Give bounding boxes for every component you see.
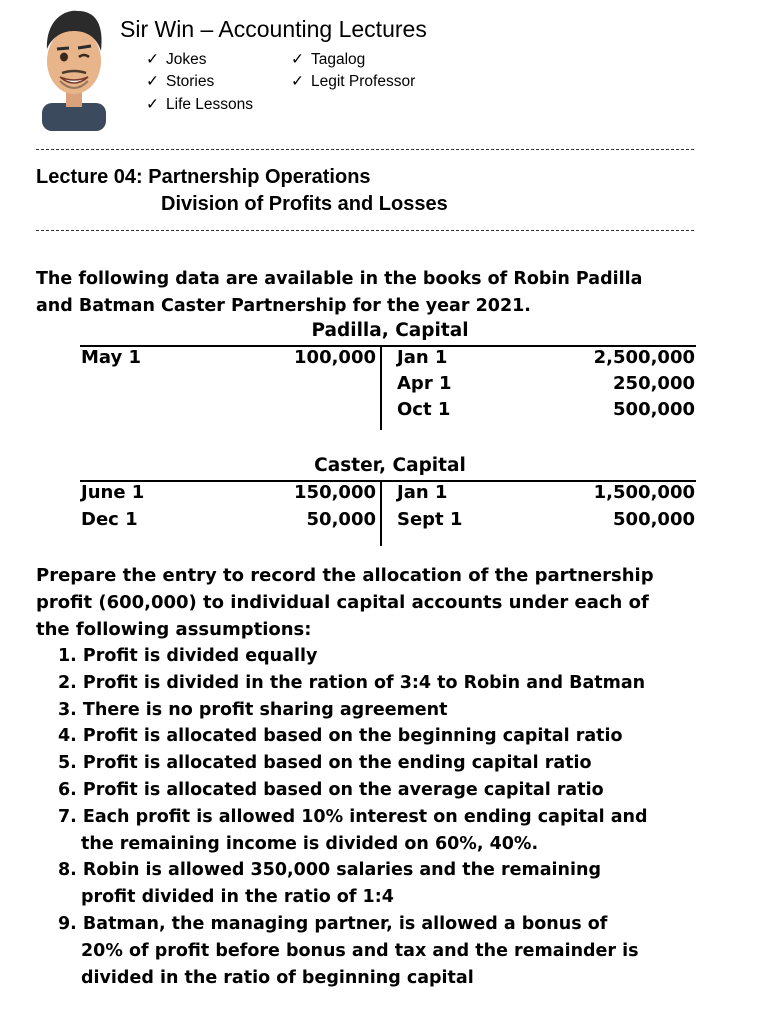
check-icon: ✓ <box>146 51 159 68</box>
debit-date: June 1 <box>81 482 145 503</box>
credit-amount: 2,500,000 <box>593 347 695 368</box>
credit-date: Jan 1 <box>397 482 448 503</box>
check-icon: ✓ <box>146 73 159 90</box>
list-item: 6. Profit is allocated based on the average capital ratio <box>58 779 604 800</box>
lecture-subtitle: Division of Profits and Losses <box>161 193 448 215</box>
avatar <box>38 5 110 131</box>
debit-date: May 1 <box>81 347 142 368</box>
t-account-title: Caster, Capital <box>314 455 466 476</box>
list-item: 8. Robin is allowed 350,000 salaries and the remaining profit divided in the ratio of 1:4 <box>58 860 601 908</box>
debit-amount: 150,000 <box>294 482 376 503</box>
credit-date: Apr 1 <box>397 373 452 394</box>
credit-date: Oct 1 <box>397 399 451 420</box>
t-account-line <box>380 480 382 546</box>
list-item: 3. There is no profit sharing agreement <box>58 699 448 720</box>
debit-amount: 100,000 <box>294 347 376 368</box>
lecture-title: Lecture 04: Partnership Operations <box>36 166 371 188</box>
t-account-title: Padilla, Capital <box>311 320 469 341</box>
t-account-line <box>380 345 382 430</box>
feature-item: ✓ Legit Professor <box>291 73 416 90</box>
list-item: 5. Profit is allocated based on the ending capital ratio <box>58 753 592 774</box>
feature-item: ✓ Stories <box>146 73 215 90</box>
intro-text: The following data are available in the books of Robin Padilla and Batman Caster Partnership for the year 2021. <box>36 269 643 316</box>
divider <box>36 149 694 150</box>
list-item: 9. Batman, the managing partner, is allowed a bonus of 20% of profit before bonus and tax and the remainder is divided in the ratio of beginning capital <box>58 913 639 988</box>
credit-amount: 500,000 <box>613 399 695 420</box>
feature-item: ✓ Jokes <box>146 51 207 68</box>
divider <box>36 230 694 231</box>
list-item: 1. Profit is divided equally <box>58 646 318 666</box>
feature-item: ✓ Life Lessons <box>146 96 254 113</box>
assumption-list <box>58 643 758 991</box>
check-icon: ✓ <box>291 73 304 90</box>
credit-amount: 500,000 <box>613 509 695 530</box>
check-icon: ✓ <box>146 96 159 113</box>
list-item: 4. Profit is allocated based on the beginning capital ratio <box>58 726 623 747</box>
feature-item: ✓ Tagalog <box>291 51 366 68</box>
credit-date: Jan 1 <box>397 347 448 368</box>
debit-amount: 50,000 <box>306 509 376 530</box>
header-title: Sir Win – Accounting Lectures <box>120 16 427 42</box>
debit-date: Dec 1 <box>81 509 138 530</box>
list-item: 2. Profit is divided in the ration of 3:4 to Robin and Batman <box>58 672 646 693</box>
credit-amount: 1,500,000 <box>593 482 695 503</box>
list-item: 7. Each profit is allowed 10% interest on ending capital and the remaining income is divided on 60%, 40%. <box>58 806 648 854</box>
check-icon: ✓ <box>291 51 304 68</box>
instructions-text: Prepare the entry to record the allocation of the partnership profit (600,000) to individual capital accounts under each of the following assumptions: <box>36 565 654 640</box>
credit-date: Sept 1 <box>397 509 463 530</box>
credit-amount: 250,000 <box>613 373 695 394</box>
